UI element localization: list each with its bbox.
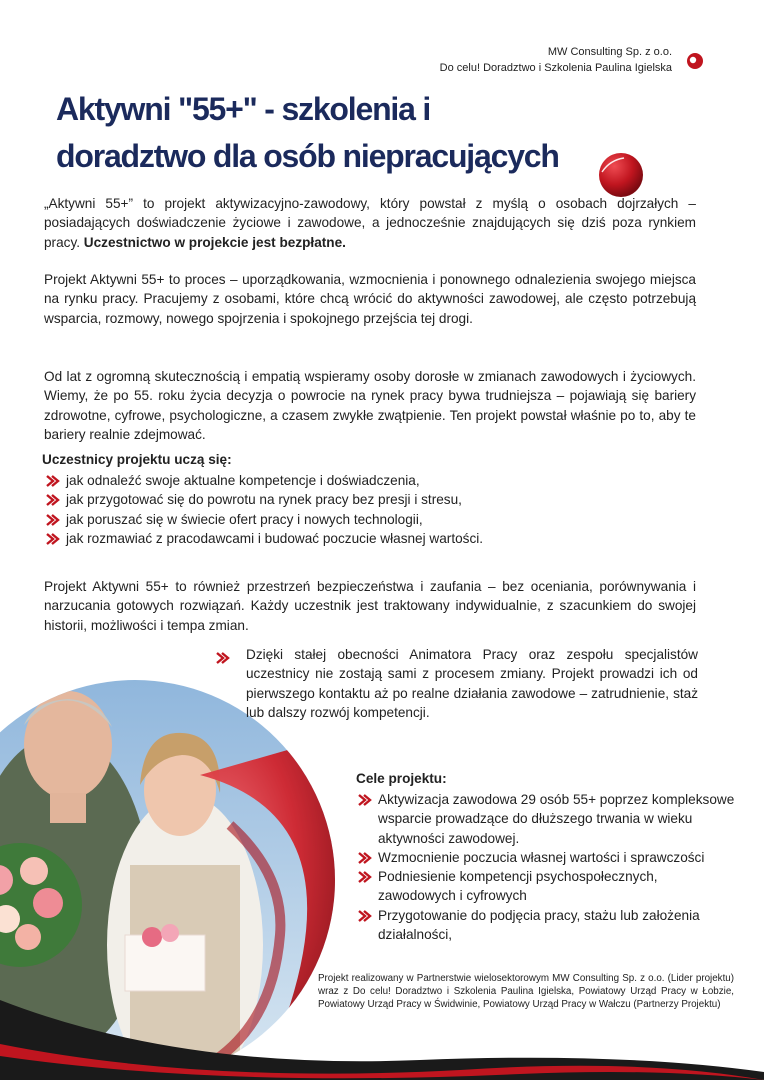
page-title	[56, 86, 616, 180]
paragraph-process: Projekt Aktywni 55+ to proces – uporządkowania, wzmocnienia i ponownego odnalezienia swojego miejsca na rynku pracy. Pracujemy z osobami, które chcą wrócić do aktywności zawodowej, ale często potrzebują wsparcia, rozmowy, nowego spojrzenia i spokojnego przejścia tej drogi.	[44, 272, 696, 326]
list-item	[46, 471, 483, 490]
header-org-2: Do celu! Doradztwo i Szkolenia Paulina Igielska	[439, 62, 672, 74]
title-line-1: Aktywni "55+" - szkolenia i	[56, 91, 431, 127]
chevron-right-icon	[358, 871, 372, 883]
chevron-right-icon	[216, 652, 230, 664]
goal-item-text: Aktywizacja zawodowa 29 osób 55+ poprzez kompleksowe wsparcie prowadzące do dłuższego trwania w wieku aktywności zawodowej.	[378, 792, 735, 846]
goals-list	[358, 790, 738, 944]
learning-item-text: jak przygotować się do powrotu na rynek pracy bez presji i stresu,	[66, 492, 462, 508]
learning-heading: Uczestnicy projektu uczą się:	[42, 452, 232, 467]
chevron-right-icon	[358, 852, 372, 864]
header-org-block	[440, 44, 672, 76]
goals-heading: Cele projektu:	[356, 771, 447, 786]
learning-list	[46, 471, 483, 548]
intro-paragraph	[44, 194, 696, 252]
chevron-right-icon	[358, 794, 372, 806]
learning-item-text: jak poruszać się w świecie ofert pracy i nowych technologii,	[66, 511, 423, 527]
goal-item-text: Wzmocnienie poczucia własnej wartości i sprawczości	[378, 849, 705, 865]
chevron-right-icon	[46, 494, 60, 506]
title-line-2: doradztwo dla osób niepracujących	[56, 138, 559, 174]
list-item	[46, 529, 483, 548]
list-item	[358, 790, 738, 848]
learning-item-text: jak odnaleźć swoje aktualne kompetencje i doświadczenia,	[66, 473, 420, 488]
intro-bold: Uczestnictwo w projekcie jest bezpłatne.	[83, 234, 346, 250]
chevron-right-icon	[46, 514, 60, 526]
title-red-sphere-icon	[598, 152, 644, 198]
goal-item-text: Przygotowanie do podjęcia pracy, stażu lub założenia działalności,	[378, 907, 700, 943]
learning-item-text: jak rozmawiać z pracodawcami i budować poczucie własnej wartości.	[66, 530, 484, 546]
intro-text: „Aktywni 55+” to projekt aktywizacyjno-zawodowy, który powstał z myślą o osobach dojrzałych – posiadających doświadczenie życiowe i zawodowe, a jednocześnie znajdujących się dziś poza rynkiem pracy.	[44, 196, 696, 250]
list-item	[46, 510, 483, 529]
header-red-dot-icon	[686, 52, 704, 70]
list-item	[358, 906, 738, 945]
list-item	[358, 848, 738, 867]
chevron-right-icon	[46, 475, 60, 487]
chevron-right-icon	[358, 910, 372, 922]
chevron-right-icon	[46, 533, 60, 545]
list-item	[46, 490, 483, 509]
goal-item-text: Podniesienie kompetencji psychospołecznych, zawodowych i cyfrowych	[378, 869, 658, 904]
header-org-1: MW Consulting Sp. z o.o.	[547, 46, 672, 58]
footer-partnership-note: Projekt realizowany w Partnerstwie wielosektorowym MW Consulting Sp. z o.o. (Lider projektu) wraz z Do celu! Doradztwo i Szkolenia Paulina Igielska, Powiatowy Urząd Pracy w Łobzie, Powiatowy Urząd Pracy w Świdwinie, Powiatowy Urząd Pracy w Wałczu (Partnerzy Projektu)	[318, 973, 734, 1011]
paragraph-experience: Od lat z ogromną skutecznością i empatią wspieramy osoby dorosłe w zmianach zawodowych i życiowych. Wiemy, że po 55. roku życia decyzja o powrocie na rynek pracy bywa trudniejsza – pojawiają się bariery zdrowotne, cyfrowe, psychologiczne, a czasem zwykłe zwątpienie. Ten projekt powstał właśnie po to, aby te bariery realnie zdejmować.	[44, 369, 696, 442]
list-item	[358, 867, 738, 906]
paragraph-safety: Projekt Aktywni 55+ to również przestrzeń bezpieczeństwa i zaufania – bez oceniania, porównywania i narzucania gotowych rozwiązań. Każdy uczestnik jest traktowany indywidualnie, z szacunkiem do swojej historii, możliwości i tempa zmian.	[44, 579, 696, 633]
paragraph-animator: Dzięki stałej obecności Animatora Pracy oraz zespołu specjalistów uczestnicy nie zostają sami z procesem zmiany. Projekt prowadzi ich od pierwszego kontaktu aż po realne działania zawodowe – zatrudnienie, staż lub dalszy rozwój kompetencji.	[246, 647, 698, 720]
